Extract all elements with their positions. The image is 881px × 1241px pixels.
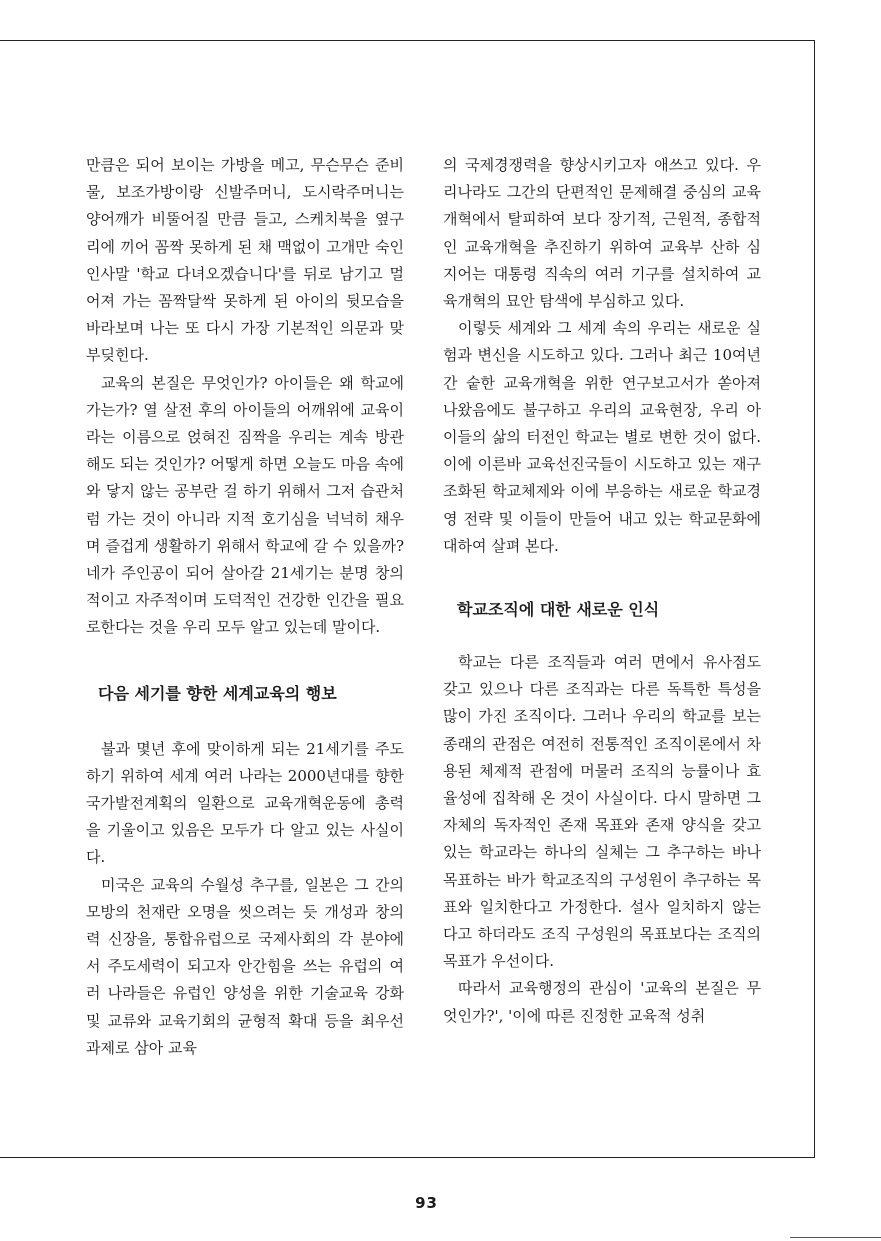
body-paragraph: 만큼은 되어 보이는 가방을 메고, 무슨무슨 준비물, 보조가방이랑 신발주머니, 도시락주머니는 양어깨가 비뚤어질 만큼 들고, 스케치북을 옆구리에 끼어 꼼짝 못하게 된 채 맥없이 고개만 숙인 인사말 '학교 다녀오겠습니다'를 뒤로 남기고 멀어져 가는 꼼짝달싹 못하게 된 아이의 뒷모습을 바라보며 나는 또 다시 가장 기본적인 의문과 맞부딪힌다. (86, 156, 404, 365)
left-column (86, 152, 404, 1062)
body-paragraph: 의 국제경쟁력을 향상시키고자 애쓰고 있다. 우리나라도 그간의 단편적인 문제해결 중심의 교육개혁에서 탈피하여 보다 장기적, 근원적, 종합적인 교육개혁을 추진하기 위하여 교육부 산하 심지어는 대통령 직속의 여러 기구를 설치하여 교육개혁의 묘안 탐색에 부심하고 있다. (443, 156, 761, 311)
corner-rule (790, 1237, 881, 1238)
right-column (443, 152, 761, 1030)
body-paragraph: 불과 몇년 후에 맞이하게 되는 21세기를 주도하기 위하여 세계 여러 나라는 2000년대를 향한 국가발전계획의 일환으로 교육개혁운동에 총력을 기울이고 있음은 모두가 다 알고 있는 사실이다. (86, 739, 404, 867)
body-paragraph: 학교는 다른 조직들과 여러 면에서 유사점도 갖고 있으나 다른 조직과는 다른 독특한 특성을 많이 가진 조직이다. 그러나 우리의 학교를 보는 종래의 관점은 여전히 전통적인 조직이론에서 차용된 체제적 관점에 머물러 조직의 능률이나 효율성에 집착해 온 것이 사실이다. 다시 말하면 그 자체의 독자적인 존재 목표와 존재 양식을 갖고 있는 학교라는 하나의 실체는 그 추구하는 바나 목표하는 바가 학교조직의 구성원이 추구하는 목표와 일치한다고 가정한다. 설사 일치하지 않는다고 하더라도 조직 구성원의 목표보다는 조직의 목표가 우선이다. (443, 653, 761, 971)
bottom-rule (0, 1157, 815, 1158)
body-paragraph: 교육의 본질은 무엇인가? 아이들은 왜 학교에 가는가? 열 살전 후의 아이들의 어깨위에 교육이라는 이름으로 얹혀진 짐짝을 우리는 계속 방관해도 되는 것인가? 어떻게 하면 오늘도 마음 속에 와 닿지 않는 공부란 걸 하기 위해서 그저 습관처럼 가는 것이 아니라 지적 호기심을 넉넉히 채우며 즐겁게 생활하기 위해서 학교에 갈 수 있을까? 네가 주인공이 되어 살아갈 21세기는 분명 창의적이고 자주적이며 도덕적인 건강한 인간을 필요로한다는 것을 우리 모두 알고 있는데 말이다. (86, 373, 404, 637)
top-rule (0, 40, 815, 41)
body-paragraph: 이렇듯 세계와 그 세계 속의 우리는 새로운 실험과 변신을 시도하고 있다. 그러나 최근 10여년간 숱한 교육개혁을 위한 연구보고서가 쏟아져 나왔음에도 불구하고 우리의 교육현장, 우리 아이들의 삶의 터전인 학교는 별로 변한 것이 없다. 이에 이른바 교육선진국들이 시도하고 있는 재구조화된 학교체제와 이에 부응하는 새로운 학교경영 전략 및 이들이 만들어 내고 있는 학교문화에 대하여 살펴 본다. (443, 319, 761, 555)
section-heading: 학교조직에 대한 새로운 인식 (457, 600, 660, 620)
page-number: 93 (415, 1194, 438, 1212)
section-heading: 다음 세기를 향한 세계교육의 행보 (98, 683, 337, 703)
body-paragraph: 따라서 교육행정의 관심이 '교육의 본질은 무엇인가?', '이에 따른 진정한 교육적 성취 (443, 979, 761, 1025)
right-rule (814, 40, 815, 1157)
body-paragraph: 미국은 교육의 수월성 추구를, 일본은 그 간의 모방의 천재란 오명을 씻으려는 듯 개성과 창의력 신장을, 통합유럽으로 국제사회의 각 분야에서 주도세력이 되고자 안간힘을 쓰는 유럽의 여러 나라들은 유럽인 양성을 위한 기술교육 강화 및 교류와 교육기회의 균형적 확대 등을 최우선 과제로 삼아 교육 (86, 875, 404, 1057)
